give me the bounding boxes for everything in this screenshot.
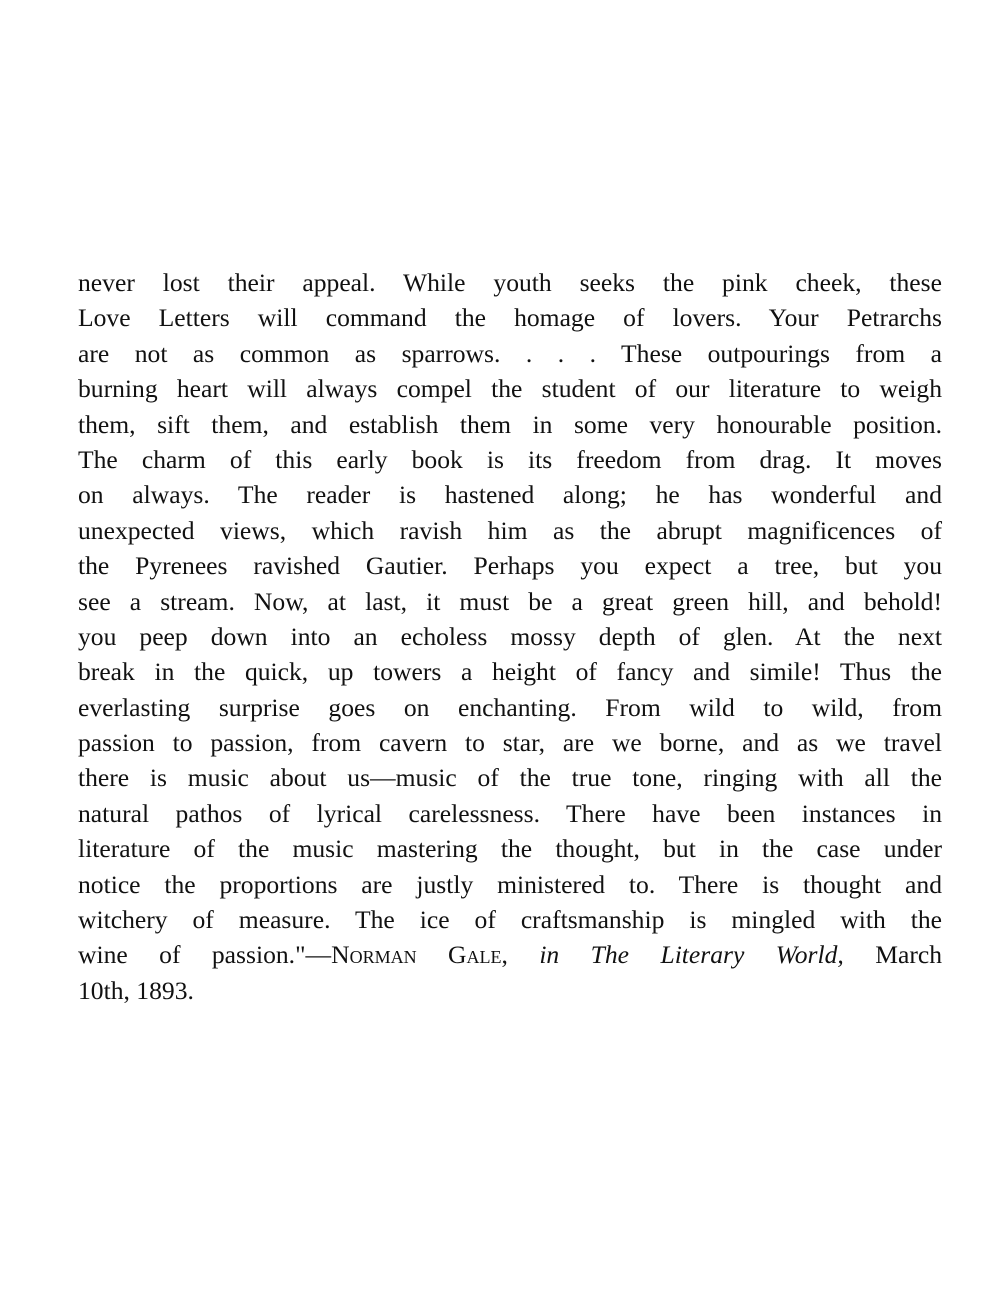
text-line-14: passion to passion, from cavern to star, are we borne, and as we travel [78, 728, 942, 758]
attribution-publication: The Literary World, [590, 940, 844, 970]
text-line-6: The charm of this early book is its freedom from drag. It moves [78, 444, 942, 474]
text-line-18: notice the proportions are justly ministered to. There is thought and [78, 869, 942, 899]
body-text [78, 265, 942, 1008]
attribution-author: Norman Gale, [331, 940, 508, 970]
text-line-19: witchery of measure. The ice of craftsmanship is mingled with the [78, 905, 942, 935]
text-line-4: burning heart will always compel the student of our literature to weigh [78, 374, 942, 404]
text-line-17: literature of the music mastering the thought, but in the case under [78, 834, 942, 864]
text-line-8: unexpected views, which ravish him as the abrupt magnificences of [78, 515, 942, 545]
text-line-7: on always. The reader is hastened along; he has wonderful and [78, 480, 942, 510]
text-line-2: Love Letters will command the homage of lovers. Your Petrarchs [78, 303, 942, 333]
text-line-11: you peep down into an echoless mossy depth of glen. At the next [78, 621, 942, 651]
text-line-1: never lost their appeal. While youth seeks the pink cheek, these [78, 268, 942, 297]
attribution-in: in [539, 940, 560, 970]
text-line-5: them, sift them, and establish them in some very honourable position. [78, 409, 942, 439]
text-line-16: natural pathos of lyrical carelessness. There have been instances in [78, 798, 942, 828]
text-line-9: the Pyrenees ravished Gautier. Perhaps you expect a tree, but you [78, 551, 942, 581]
text-line-13: everlasting surprise goes on enchanting. From wild to wild, from [78, 692, 942, 722]
text-line-15: there is music about us—music of the true tone, ringing with all the [78, 763, 942, 793]
attribution-lead: wine of passion."— [78, 940, 332, 970]
attribution-line [78, 937, 942, 972]
text-line-3: are not as common as sparrows. . . . These outpourings from a [78, 338, 942, 368]
text-line-10: see a stream. Now, at last, it must be a great green hill, and behold! [78, 586, 942, 616]
text-line-12: break in the quick, up towers a height of fancy and simile! Thus the [78, 657, 942, 687]
attribution-date: 10th, 1893. [78, 975, 194, 1005]
attribution-month: March [875, 940, 943, 970]
